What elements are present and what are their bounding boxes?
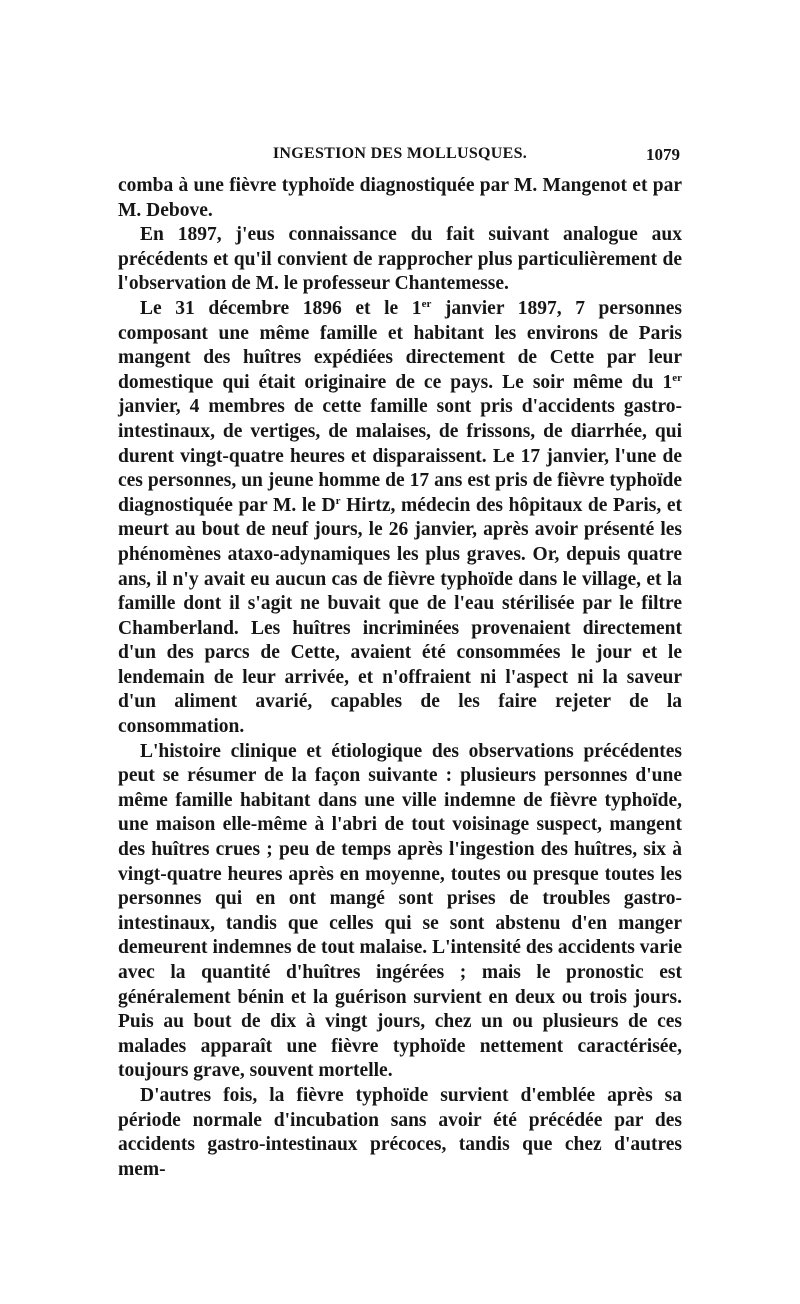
paragraph-case-description: [118, 297, 682, 740]
paragraph-clinical-summary: L'histoire clinique et étiologique des observations précédentes peut se résumer de la façon suivante : plusieurs personnes d'une même famille habitant dans une ville indemne de fièvre typhoïde, une maison elle-même à l'abri de tout voisinage suspect, mangent des huîtres crues ; peu de temps après l'ingestion des huîtres, six à vingt-quatre heures après en moyenne, toutes ou presque toutes les personnes qui en ont mangé sont prises de troubles gastro-intestinaux, tandis que celles qui se sont abstenu d'en manger demeurent indemnes de tout malaise. L'intensité des accidents varie avec la quantité d'huîtres ingérées ; mais le pronostic est généralement bénin et la guérison survient en deux ou trois jours. Puis au bout de dix à vingt jours, chez un ou plusieurs de ces malades apparaît une fièvre typhoïde nettement caractérisée, toujours grave, souvent mortelle.: [118, 740, 682, 1082]
body-text: [118, 174, 682, 1182]
superscript-er: er: [672, 371, 682, 384]
text-segment: Hirtz, médecin des hôpitaux de Paris, et meurt au bout de neuf jours, le 26 janvier, après avoir présenté les phénomènes ataxo-adynamiques les plus graves. Or, depuis quatre ans, il n'y avait eu aucun cas de fièvre typhoïde dans le village, et la famille dont il s'agit ne buvait que de l'eau stérilisée par le filtre Chamberland. Les huîtres incriminées provenaient directement d'un des parcs de Cette, avaient été consommées le jour et le lendemain de leur arrivée, et n'offraient ni l'aspect ni la saveur d'un aliment avarié, capables de les faire rejeter de la consommation.: [118, 494, 682, 738]
page-header: [118, 143, 682, 167]
text-segment: janvier 1897, 7 personnes composant une même famille et habitant les environs de Paris mangent des huîtres expédiées directement de Cette par leur domestique qui était originaire de ce pays. Le soir même du 1: [118, 297, 682, 393]
running-title: INGESTION DES MOLLUSQUES.: [272, 145, 528, 162]
superscript-er: er: [421, 297, 432, 310]
page-number: 1079: [646, 145, 680, 164]
text-segment: janvier, 4 membres de cette famille sont pris d'accidents gastro-intestinaux, de vertiges, de malaises, de frissons, de diarrhée, qui durent vingt-quatre heures et disparaissent. Le 17 janvier, l'une de ces personnes, un jeune homme de 17 ans est pris de fièvre typhoïde diagnostiquée par M. le D: [118, 396, 682, 516]
paragraph-other-cases: D'autres fois, la fièvre typhoïde survient d'emblée après sa période normale d'incubation sans avoir été précédée par des accidents gastro-intestinaux précoces, tandis que chez d'autres mem-: [118, 1084, 682, 1180]
text-segment: Le 31 décembre 1896 et le 1: [140, 297, 422, 319]
paragraph-1897-fact: En 1897, j'eus connaissance du fait suivant analogue aux précédents et qu'il convient de rapprocher plus particulièrement de l'observation de M. le professeur Chantemesse.: [118, 224, 682, 295]
paragraph-continuation: comba à une fièvre typhoïde diagnostiquée par M. Mangenot et par M. Debove.: [118, 175, 682, 221]
superscript-r: r: [335, 494, 341, 507]
